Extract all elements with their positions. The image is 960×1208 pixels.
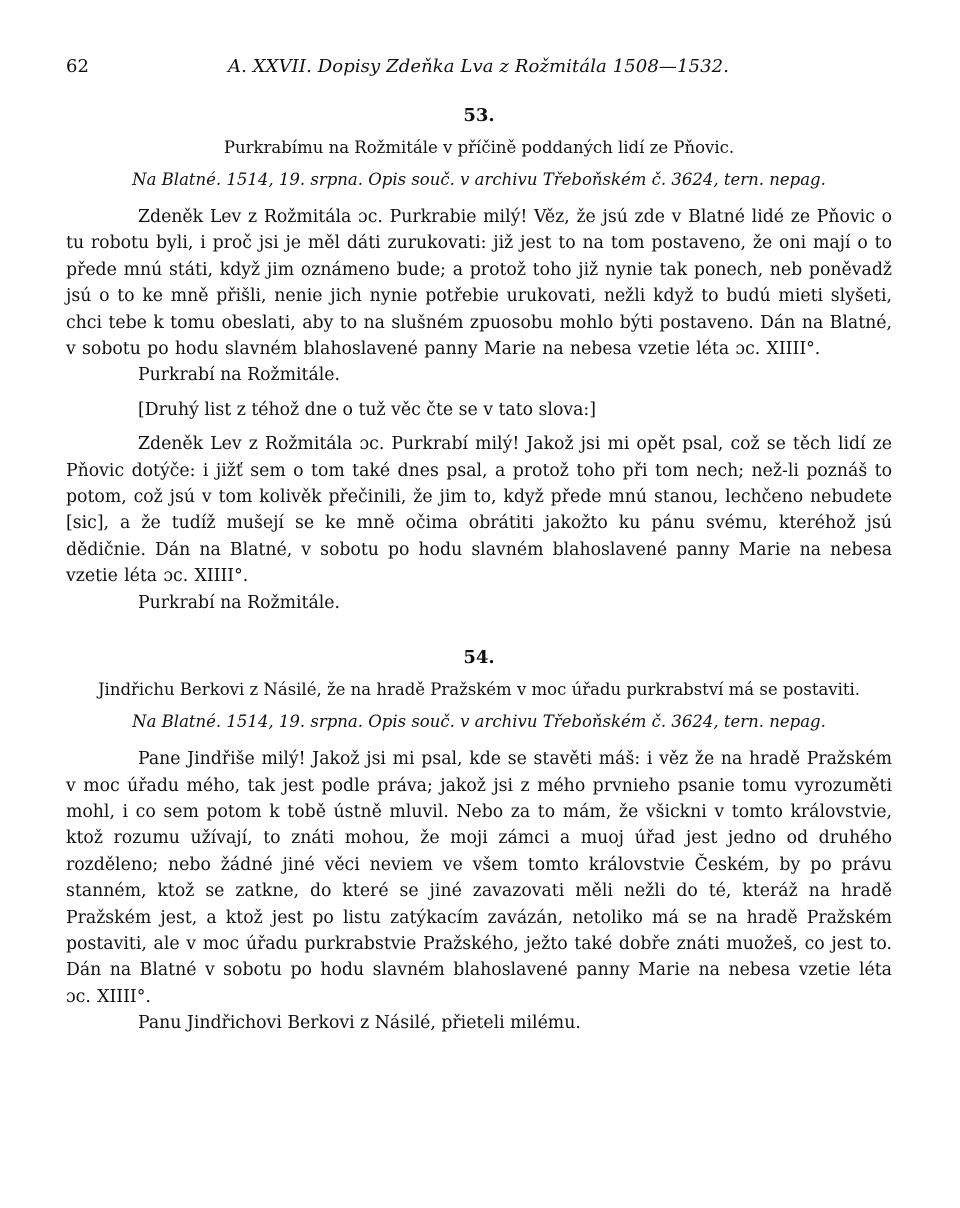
letter-address: Purkrabí na Rožmitále.	[138, 592, 340, 613]
letter-source: Na Blatné. 1514, 19. srpna. Opis souč. v archivu Třeboňském č. 3624, tern. nepag.	[132, 170, 826, 189]
running-title: A. XXVII. Dopisy Zdeňka Lva z Rožmitála 1508—1532.	[228, 56, 730, 77]
letter-address: Panu Jindřichovi Berkovi z Násilé, přieteli milému.	[138, 1013, 581, 1034]
letter-summary: Jindřichu Berkovi z Násilé, že na hradě Pražském v moc úřadu purkrabství má se postaviti.	[97, 680, 861, 700]
editorial-note: [Druhý list z téhož dne o tuž věc čte se v tato slova:]	[138, 399, 596, 420]
letter-address: Purkrabí na Rožmitále.	[138, 365, 340, 386]
letter-body	[66, 431, 892, 589]
running-head	[66, 56, 892, 86]
letter-54	[66, 646, 892, 1036]
letter-summary: Purkrabímu na Rožmitále v příčině poddaných lidí ze Pňovic.	[223, 138, 735, 157]
letter-body	[66, 204, 892, 362]
letter-53	[66, 104, 892, 616]
letter-number: 53.	[463, 105, 495, 126]
letter-source: Na Blatné. 1514, 19. srpna. Opis souč. v archivu Třeboňském č. 3624, tern. nepag.	[132, 712, 826, 732]
letter-body	[66, 746, 892, 1010]
letter-number: 54.	[463, 647, 495, 669]
letter-paragraph: Pane Jindřiše milý! Jakož jsi mi psal, kde se stavěti máš: i věz že na hradě Pražském v moc úřadu mého, tak jest podle práva; jakož jsi z mého prvnieho psanie tomu vyrozuměti mohl, i co sem potom k tobě ústně mluvil. Nebo za to mám, že všickni v tomto královstvie, ktož rozumu užívají, to znáti mohou, že moji zámci a muoj úřad jest jedno od druhého rozděleno; nebo žádné jiné věci neviem ve všem tomto královstvie Českém, by po právu stanném, ktož se zatkne, do které se jiné zavazovati měli nežli do té, kteráž na hradě Pražském jest, a ktož jest po listu zatýkacím zavázán, netoliko má se na hradě Pražském postaviti, ale v moc úřadu purkrabstvie Pražského, ježto také dobře znáti muožeš, co jest to. Dán na Blatné v sobotu po hodu slavném blahoslavené panny Marie na nebesa vzetie léta ɔc. XIIII°.	[66, 749, 892, 1007]
page-number: 62	[66, 56, 89, 77]
letter-paragraph: Zdeněk Lev z Rožmitála ɔc. Purkrabí milý! Jakož jsi mi opět psal, což se těch lidí ze Pňovic dotýče: i jižť sem o tom také dnes psal, a protož toho při tom nech; než-li poznáš to potom, což jsú v tom kolivěk přečinili, že jim to, když přede mnú stanou, lechčeno nebudete [sic], a že tudíž mušejí se ke mně očima obrátiti jakožto ku pánu svému, kteréhož jsú dědičnie. Dán na Blatné, v sobotu po hodu slavném blahoslavené panny Marie na nebesa vzetie léta ɔc. XIIII°.	[66, 434, 892, 587]
document-page	[66, 56, 892, 1037]
letter-paragraph: Zdeněk Lev z Rožmitála ɔc. Purkrabie milý! Věz, že jsú zde v Blatné lidé ze Pňovic o tu robotu byli, i proč jsi je měl dáti zurukovati: již jest to na tom postaveno, že oni mají o to přede mnú státi, když jim oznámeno bude; a protož toho již nynie tak ponech, neb poněvadž jsú o to ke mně přišli, nenie jich nynie potřebie urukovati, nežli když to budú mieti slyšeti, chci tebe k tomu obeslati, aby to na slušném zpuosobu mohlo býti postaveno. Dán na Blatné, v sobotu po hodu slavném blahoslavené panny Marie na nebesa vzetie léta ɔc. XIIII°.	[66, 207, 892, 360]
